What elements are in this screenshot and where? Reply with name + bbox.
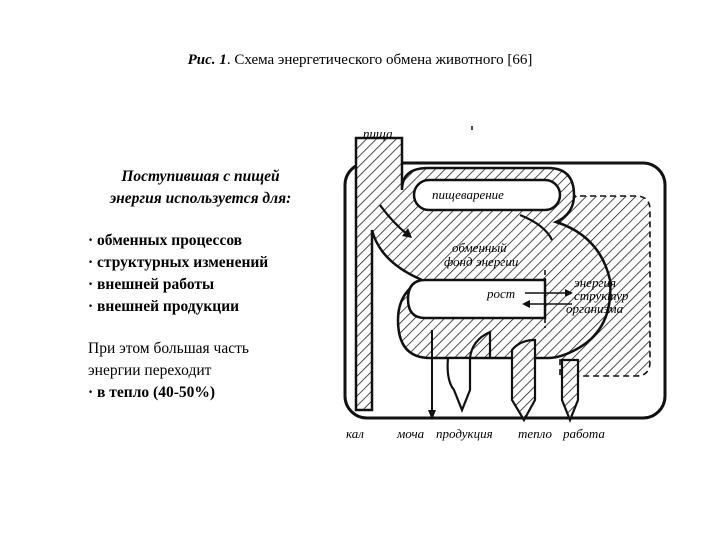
note-line-1: При этом большая часть: [88, 340, 249, 357]
label-structure-line-2: структур: [574, 288, 629, 303]
label-pool-line-1: обменный: [452, 240, 507, 255]
use-item-metabolism: · обменных процессов: [88, 232, 243, 249]
growth-loop: [408, 280, 545, 318]
label-production: продукция: [436, 426, 493, 441]
label-feces: кал: [346, 426, 364, 441]
note-line-2: энергии переходит: [88, 362, 212, 379]
explanation-heading-line-1: Поступившая с пищей: [121, 168, 280, 185]
production-outflow: [448, 358, 470, 410]
work-outflow: [562, 360, 578, 420]
label-urine: моча: [397, 426, 425, 441]
label-structure-line-1: энергия: [574, 275, 617, 290]
figure-number: Рис. 1: [187, 52, 227, 68]
label-digestion: пищеварение: [432, 187, 504, 202]
label-work: работа: [563, 426, 605, 441]
figure-title: . Схема энергетического обмена животного [66]: [226, 52, 533, 68]
label-growth: рост: [487, 286, 516, 301]
heat-item: · в тепло (40-50%): [88, 384, 216, 401]
label-heat: тепло: [518, 426, 552, 441]
explanation-heading-line-2: энергия используется для:: [109, 190, 292, 207]
use-item-structural: · структурных изменений: [88, 254, 269, 271]
use-item-external-production: · внешней продукции: [88, 298, 240, 315]
label-pool-line-2: фонд энергии: [444, 254, 519, 269]
label-food: пища: [363, 126, 393, 141]
label-structure-line-3: организма: [566, 301, 624, 316]
use-item-external-work: · внешней работы: [88, 276, 215, 293]
heat-outflow: [512, 340, 535, 420]
